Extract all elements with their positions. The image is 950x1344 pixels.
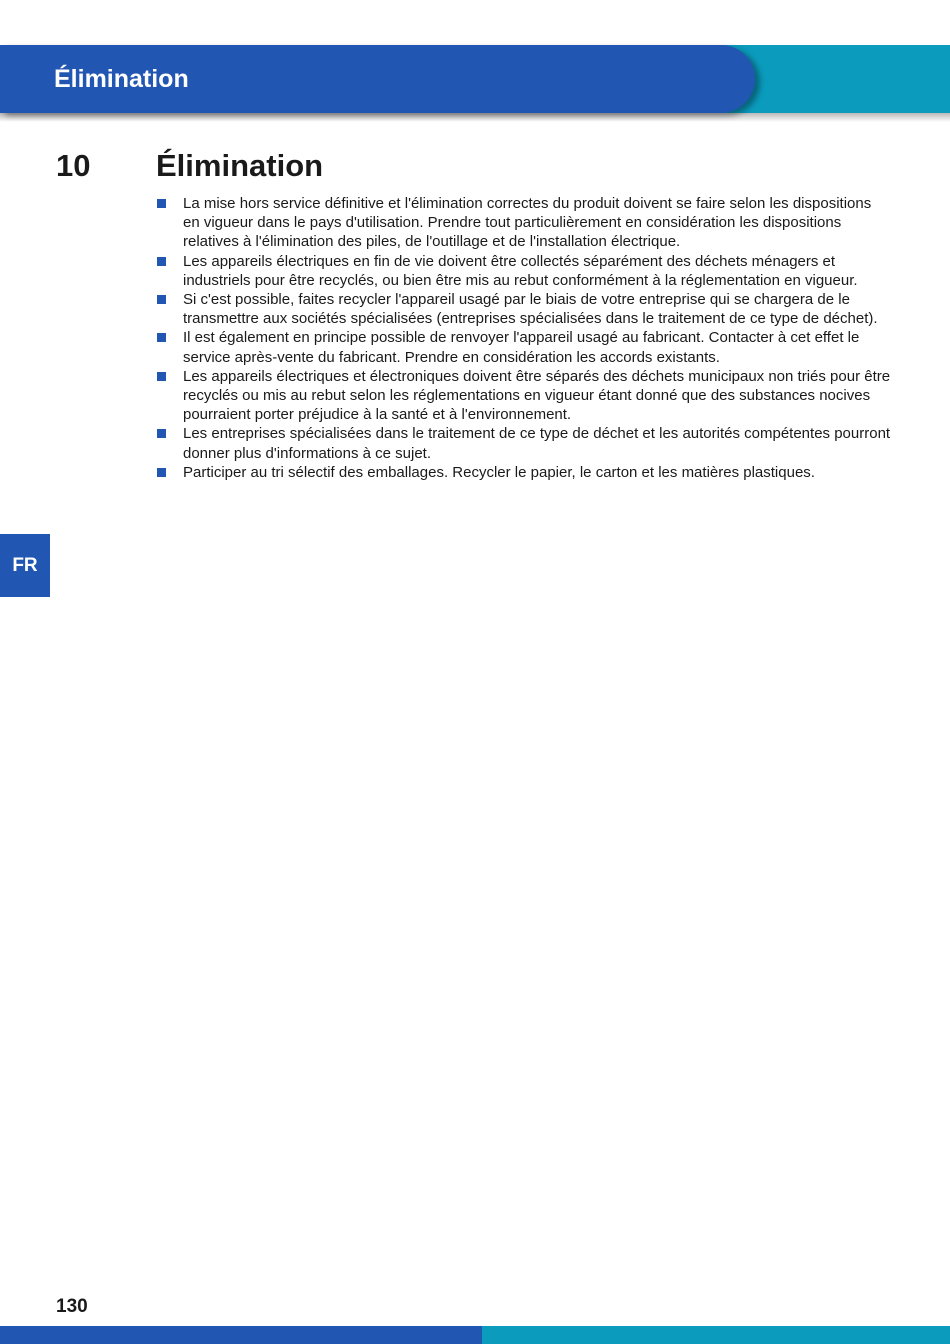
section-number: 10 xyxy=(56,148,91,183)
list-item xyxy=(156,290,892,328)
square-bullet-icon xyxy=(157,429,166,438)
list-item xyxy=(156,252,892,290)
square-bullet-icon xyxy=(157,372,166,381)
footer-bar-teal xyxy=(482,1326,950,1344)
list-item-text: Participer au tri sélectif des emballages. Recycler le papier, le carton et les matières plastiques. xyxy=(183,463,815,481)
language-tab: FR xyxy=(0,534,50,597)
square-bullet-icon xyxy=(157,295,166,304)
page-number: 130 xyxy=(56,1296,88,1317)
header-shadow xyxy=(0,113,950,122)
list-item xyxy=(156,194,892,252)
list-item-text: Si c'est possible, faites recycler l'appareil usagé par le biais de votre entreprise qui se chargera de le transmettre aux sociétés spécialisées (entreprises spécialisées dans le traitement de ce type de déchet). xyxy=(183,291,878,328)
bullet-list xyxy=(156,194,892,482)
square-bullet-icon xyxy=(157,257,166,266)
list-item-text: Il est également en principe possible de renvoyer l'appareil usagé au fabricant. Contacter à cet effet le service après-vente du fabricant. Prendre en considération les accords existants. xyxy=(183,329,860,366)
section-title: Élimination xyxy=(156,148,324,183)
square-bullet-icon xyxy=(157,468,166,477)
list-item-text: Les entreprises spécialisées dans le traitement de ce type de déchet et les autorités compétentes pourront donner plus d'informations à ce sujet. xyxy=(183,425,891,462)
list-item xyxy=(156,328,892,366)
footer-bar-blue xyxy=(0,1326,482,1344)
list-item xyxy=(156,424,892,462)
list-item xyxy=(156,367,892,425)
list-item-text: La mise hors service définitive et l'élimination correctes du produit doivent se faire selon les dispositions en vigueur dans le pays d'utilisation. Prendre tout particulièrement en considération les dispositions relatives à l'élimination des piles, de l'outillage et de l'installation électrique. xyxy=(183,195,872,251)
header-title: Élimination xyxy=(54,65,189,93)
square-bullet-icon xyxy=(157,199,166,208)
square-bullet-icon xyxy=(157,333,166,342)
list-item xyxy=(156,463,892,482)
list-item-text: Les appareils électriques en fin de vie doivent être collectés séparément des déchets ménagers et industriels pour être recyclés, ou bien être mis au rebut conformément à la réglementation en vigueur. xyxy=(183,252,858,289)
list-item-text: Les appareils électriques et électroniques doivent être séparés des déchets municipaux non triés pour être recyclés ou mis au rebut selon les réglementations en vigueur étant donné que des substances nocives pourraient porter préjudice à la santé et à l'environnement. xyxy=(183,367,891,424)
